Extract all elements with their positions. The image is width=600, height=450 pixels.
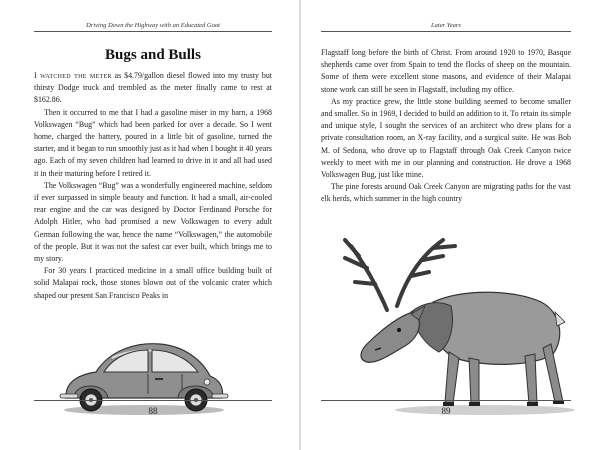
- paragraph: [34, 70, 272, 107]
- right-page: [301, 0, 600, 450]
- footer-rule-right: [321, 400, 571, 401]
- header-rule-right: [321, 31, 571, 32]
- bull-elk-illustration: [315, 232, 585, 422]
- paragraph: The pine forests around Oak Creek Canyon are migrating paths for the vast elk herds, which summer in the high country: [321, 182, 571, 204]
- paragraph: Flagstaff long before the birth of Christ. From around 1920 to 1970, Basque shepherds came over from Spain to tend the flocks of sheep on the mountain. Some of them were excellent stone masons, and evidence of their Malapai stone work can still be seen in Flagstaff, including my office.: [321, 48, 571, 94]
- paragraph-lead-in: I watched the meter: [34, 71, 112, 80]
- header-rule-left: [34, 31, 272, 32]
- paragraph: The Volkswagen “Bug” was a wonderfully engineered machine, seldom if ever surpassed in simple beauty and function. It had a small, air-cooled rear engine and the car was designed by Doctor Ferdinand Porsche for Adolph Hitler, who had promised a new Volkswagen to every adult German following the war, hence the name “Volkswagen,” the automobile of the people. But it was not the safest car ever built, which brings me to my story.: [34, 180, 272, 264]
- footer-rule-left: [34, 400, 272, 401]
- left-page: [0, 0, 299, 450]
- page-number-right: 89: [441, 406, 451, 416]
- paragraph: As my practice grew, the little stone building seemed to become smaller and smaller. So in 1969, I decided to build an addition to it. To retain its simple and unique style, I sought the services of an architect who drew plans for a private consultation room, an X-ray facility, and a surgical suite. He was Bob M. of Sedona, who drove up to Flagstaff through Oak Creek Canyon twice weekly to meet with me in our planning and construction. He drove a 1968 Volkswagen Bug, just like mine.: [321, 96, 571, 180]
- running-head-right: Later Years: [431, 22, 461, 29]
- paragraph: For 30 years I practiced medicine in a small office building built of solid Malapai rock, those stones blown out of the volcanic crater which shaped our present San Francisco Peaks in: [34, 266, 272, 300]
- chapter-title: Bugs and Bulls: [105, 47, 201, 63]
- page-number-left: 88: [148, 406, 158, 416]
- left-body-text: [34, 70, 272, 302]
- paragraph-text: as $4.79/gallon diesel flowed into my trusty but thirsty Dodge truck and trembled as the meter finally came to rest at $162.86.: [34, 71, 272, 105]
- running-head-left: Driving Down the Highway with an Educated Goat: [86, 22, 220, 29]
- paragraph: Then it occurred to me that I had a gasoline miser in my barn, a 1968 Volkswagen “Bug” which had been parked for over a decade. So I went home, charged the battery, poured in a little bit of gasoline, turned the starter, and it began to run smoothly just as it had when I bought it 40 years ago. Each of my seven children had learned to drive in it and all had used it in their maturing before I retired it.: [34, 107, 272, 178]
- right-body-text: [321, 47, 571, 206]
